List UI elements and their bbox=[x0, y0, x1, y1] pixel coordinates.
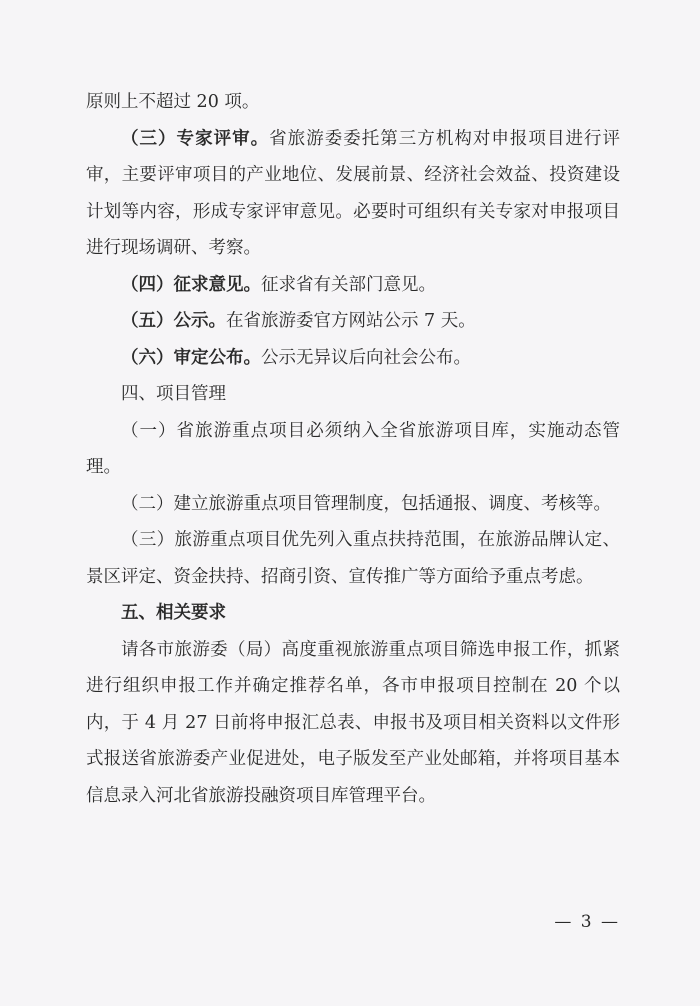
paragraph-heading: （三）专家评审。 bbox=[121, 128, 270, 149]
paragraph-requirements: 请各市旅游委（局）高度重视旅游重点项目筛选申报工作，抓紧进行组织申报工作并确定推荐名单，各市申报项目控制在 20 个以内，于 4 月 27 日前将申报汇总表、申报书及项目相关资料以文件形式报送省旅游委产业促进处，电子版发至产业处邮箱，并将项目基本信息录入河北省旅游投融资项目库管理平台。 bbox=[86, 639, 620, 806]
paragraph-text: 公示无异议后向社会公布。 bbox=[261, 347, 471, 368]
paragraph-heading: （五）公示。 bbox=[121, 311, 226, 331]
paragraph-text: 在省旅游委官方网站公示 7 天。 bbox=[226, 311, 476, 331]
paragraph-management-3: （三）旅游重点项目优先列入重点扶持范围，在旅游品牌认定、景区评定、资金扶持、招商引资、宣传推广等方面给予重点考虑。 bbox=[86, 530, 620, 587]
paragraph-heading: （六）审定公布。 bbox=[121, 347, 261, 368]
paragraph-publicity bbox=[86, 303, 620, 340]
section-heading-project-management: 四、项目管理 bbox=[121, 384, 226, 404]
paragraph-approval bbox=[86, 340, 620, 377]
document-body bbox=[86, 84, 620, 814]
paragraph-text: 省旅游委委托第三方机构对申报项目进行评审，主要评审项目的产业地位、发展前景、经济社会效益、投资建设计划等内容，形成专家评审意见。必要时可组织有关专家对申报项目进行现场调研、考察。 bbox=[86, 128, 621, 258]
page-number: — 3 — bbox=[554, 912, 620, 932]
text-line: 原则上不超过 20 项。 bbox=[86, 92, 260, 112]
paragraph-heading: （四）征求意见。 bbox=[121, 274, 261, 295]
paragraph-management-1: （一）省旅游重点项目必须纳入全省旅游项目库，实施动态管理。 bbox=[86, 420, 620, 477]
section-heading-requirements: 五、相关要求 bbox=[121, 603, 226, 623]
paragraph-expert-review bbox=[86, 121, 620, 267]
paragraph-management-2: （二）建立旅游重点项目管理制度，包括通报、调度、考核等。 bbox=[121, 493, 611, 514]
paragraph-solicit-opinions bbox=[86, 267, 620, 304]
paragraph-text: 征求省有关部门意见。 bbox=[261, 274, 436, 295]
